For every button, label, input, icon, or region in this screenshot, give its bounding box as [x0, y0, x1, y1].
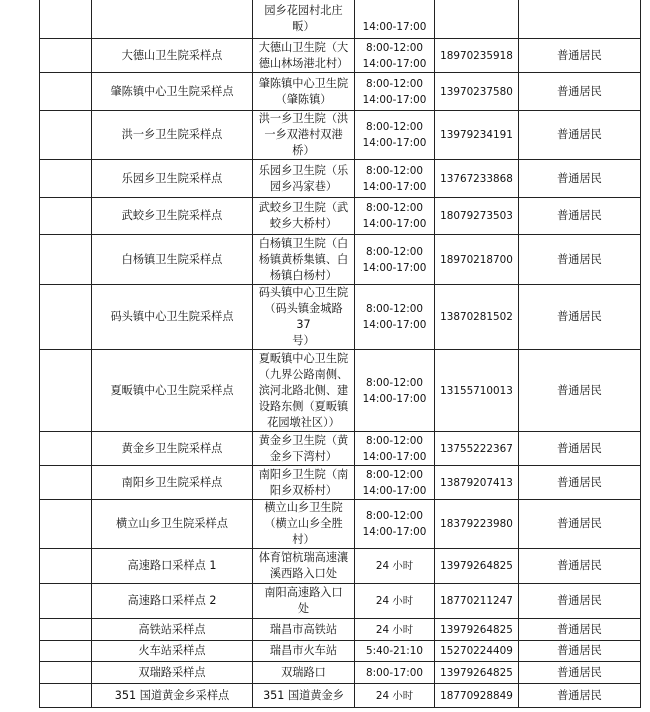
table-row — [40, 73, 641, 111]
scope-cell: 普通居民 — [519, 641, 641, 662]
location-cell: 瑞昌市高铁站 — [253, 619, 355, 641]
row-blank-cell — [40, 111, 92, 160]
phone-cell: 13979234191 — [435, 111, 519, 160]
row-blank-cell — [40, 73, 92, 111]
hours-cell: 8:00-17:00 — [355, 662, 435, 684]
table-row — [40, 549, 641, 584]
scope-cell: 普通居民 — [519, 466, 641, 500]
phone-cell: 13870281502 — [435, 285, 519, 350]
hours-cell: 8:00-12:00 14:00-17:00 — [355, 160, 435, 198]
phone-cell: 13970237580 — [435, 73, 519, 111]
row-blank-cell — [40, 350, 92, 432]
scope-cell: 普通居民 — [519, 662, 641, 684]
phone-cell: 13979264825 — [435, 619, 519, 641]
hours-cell: 14:00-17:00 — [355, 0, 435, 39]
location-cell: 351 国道黄金乡 — [253, 684, 355, 708]
scope-cell: 普通居民 — [519, 198, 641, 235]
row-blank-cell — [40, 684, 92, 708]
phone-cell: 13979264825 — [435, 549, 519, 584]
row-blank-cell — [40, 285, 92, 350]
hours-cell: 8:00-12:00 14:00-17:00 — [355, 235, 435, 285]
location-cell: 白杨镇卫生院（白 杨镇黄桥集镇、白 杨镇白杨村） — [253, 235, 355, 285]
site-name-cell — [92, 0, 253, 39]
location-cell: 武蛟乡卫生院（武 蛟乡大桥村） — [253, 198, 355, 235]
phone-cell: 18079273503 — [435, 198, 519, 235]
site-name-cell: 白杨镇卫生院采样点 — [92, 235, 253, 285]
phone-cell: 18379223980 — [435, 500, 519, 549]
hours-cell: 8:00-12:00 14:00-17:00 — [355, 466, 435, 500]
site-name-cell: 大德山卫生院采样点 — [92, 39, 253, 73]
hours-cell: 8:00-12:00 14:00-17:00 — [355, 285, 435, 350]
table-row — [40, 466, 641, 500]
row-blank-cell — [40, 662, 92, 684]
location-cell: 双瑞路口 — [253, 662, 355, 684]
site-name-cell: 码头镇中心卫生院采样点 — [92, 285, 253, 350]
table-row — [40, 662, 641, 684]
site-name-cell: 高速路口采样点 1 — [92, 549, 253, 584]
phone-cell: 13979264825 — [435, 662, 519, 684]
sampling-sites-table — [39, 0, 641, 708]
scope-cell: 普通居民 — [519, 235, 641, 285]
row-blank-cell — [40, 500, 92, 549]
table-row — [40, 641, 641, 662]
scope-cell: 普通居民 — [519, 350, 641, 432]
row-blank-cell — [40, 39, 92, 73]
location-cell: 肇陈镇中心卫生院 （肇陈镇） — [253, 73, 355, 111]
hours-cell: 24 小时 — [355, 619, 435, 641]
table-row — [40, 111, 641, 160]
table-body — [40, 0, 641, 708]
row-blank-cell — [40, 584, 92, 619]
scope-cell: 普通居民 — [519, 285, 641, 350]
location-cell: 横立山乡卫生院 （横立山乡全胜 村） — [253, 500, 355, 549]
hours-cell: 8:00-12:00 14:00-17:00 — [355, 500, 435, 549]
phone-cell: 13155710013 — [435, 350, 519, 432]
table-row — [40, 198, 641, 235]
table-row — [40, 619, 641, 641]
hours-cell: 8:00-12:00 14:00-17:00 — [355, 350, 435, 432]
phone-cell: 18970218700 — [435, 235, 519, 285]
location-cell: 瑞昌市火车站 — [253, 641, 355, 662]
table-row — [40, 500, 641, 549]
scope-cell — [519, 0, 641, 39]
site-name-cell: 横立山乡卫生院采样点 — [92, 500, 253, 549]
site-name-cell: 双瑞路采样点 — [92, 662, 253, 684]
phone-cell: 13755222367 — [435, 432, 519, 466]
phone-cell: 13767233868 — [435, 160, 519, 198]
site-name-cell: 洪一乡卫生院采样点 — [92, 111, 253, 160]
hours-cell: 24 小时 — [355, 684, 435, 708]
phone-cell: 15270224409 — [435, 641, 519, 662]
location-cell: 洪一乡卫生院（洪 一乡双港村双港 桥） — [253, 111, 355, 160]
table-row — [40, 235, 641, 285]
hours-cell: 8:00-12:00 14:00-17:00 — [355, 39, 435, 73]
location-cell: 码头镇中心卫生院 （码头镇金城路 37 号） — [253, 285, 355, 350]
site-name-cell: 武蛟乡卫生院采样点 — [92, 198, 253, 235]
table-row — [40, 350, 641, 432]
row-blank-cell — [40, 549, 92, 584]
location-cell: 园乡花园村北庄 畈） — [253, 0, 355, 39]
scope-cell: 普通居民 — [519, 432, 641, 466]
location-cell: 南阳乡卫生院（南 阳乡双桥村） — [253, 466, 355, 500]
site-name-cell: 火车站采样点 — [92, 641, 253, 662]
hours-cell: 5:40-21:10 — [355, 641, 435, 662]
site-name-cell: 黄金乡卫生院采样点 — [92, 432, 253, 466]
hours-cell: 8:00-12:00 14:00-17:00 — [355, 432, 435, 466]
hours-cell: 8:00-12:00 14:00-17:00 — [355, 198, 435, 235]
site-name-cell: 351 国道黄金乡采样点 — [92, 684, 253, 708]
table-row — [40, 285, 641, 350]
table-row — [40, 432, 641, 466]
table-row — [40, 684, 641, 708]
location-cell: 体育馆杭瑞高速瀼 溪西路入口处 — [253, 549, 355, 584]
row-blank-cell — [40, 432, 92, 466]
location-cell: 大德山卫生院（大 德山林场港北村） — [253, 39, 355, 73]
site-name-cell: 肇陈镇中心卫生院采样点 — [92, 73, 253, 111]
row-blank-cell — [40, 235, 92, 285]
hours-cell: 8:00-12:00 14:00-17:00 — [355, 73, 435, 111]
location-cell: 南阳高速路入口 处 — [253, 584, 355, 619]
phone-cell: 13879207413 — [435, 466, 519, 500]
scope-cell: 普通居民 — [519, 111, 641, 160]
scope-cell: 普通居民 — [519, 549, 641, 584]
location-cell: 乐园乡卫生院（乐 园乡冯家巷） — [253, 160, 355, 198]
phone-cell: 18770211247 — [435, 584, 519, 619]
site-name-cell: 夏畈镇中心卫生院采样点 — [92, 350, 253, 432]
site-name-cell: 南阳乡卫生院采样点 — [92, 466, 253, 500]
site-name-cell: 高速路口采样点 2 — [92, 584, 253, 619]
site-name-cell: 乐园乡卫生院采样点 — [92, 160, 253, 198]
phone-cell — [435, 0, 519, 39]
scope-cell: 普通居民 — [519, 160, 641, 198]
table-row — [40, 160, 641, 198]
hours-cell: 24 小时 — [355, 549, 435, 584]
phone-cell: 18770928849 — [435, 684, 519, 708]
hours-cell: 24 小时 — [355, 584, 435, 619]
location-cell: 夏畈镇中心卫生院 （九界公路南侧、 滨河北路北侧、建 设路东侧（夏畈镇 花园墩社区）） — [253, 350, 355, 432]
scope-cell: 普通居民 — [519, 500, 641, 549]
scope-cell: 普通居民 — [519, 584, 641, 619]
table-row — [40, 0, 641, 39]
scope-cell: 普通居民 — [519, 619, 641, 641]
row-blank-cell — [40, 466, 92, 500]
location-cell: 黄金乡卫生院（黄 金乡下湾村） — [253, 432, 355, 466]
scope-cell: 普通居民 — [519, 73, 641, 111]
site-name-cell: 高铁站采样点 — [92, 619, 253, 641]
row-blank-cell — [40, 641, 92, 662]
row-blank-cell — [40, 619, 92, 641]
table-row — [40, 584, 641, 619]
table-row — [40, 39, 641, 73]
row-blank-cell — [40, 160, 92, 198]
hours-cell: 8:00-12:00 14:00-17:00 — [355, 111, 435, 160]
row-blank-cell — [40, 0, 92, 39]
phone-cell: 18970235918 — [435, 39, 519, 73]
scope-cell: 普通居民 — [519, 39, 641, 73]
row-blank-cell — [40, 198, 92, 235]
scope-cell: 普通居民 — [519, 684, 641, 708]
